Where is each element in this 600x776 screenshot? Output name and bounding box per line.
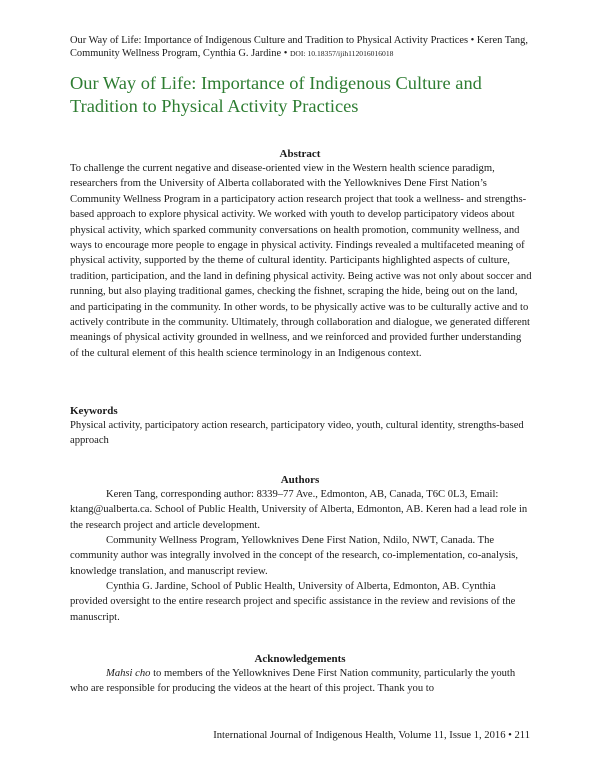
doi-label: DOI: 10.18357/ijih112016016018 — [289, 49, 394, 58]
running-head-text: Our Way of Life: Importance of Indigenous Culture and Tradition to Physical Activity Practices • Keren Tang, Community Wellness Program, Cynthia G. Jardine • — [70, 35, 528, 59]
author-paragraph-1: Keren Tang, corresponding author: 8339–77 Ave., Edmonton, AB, Canada, T6C 0L3, Email: ktang@ualberta.ca. School of Public Health, University of Alberta, Edmonton, AB. Keren had a lead role in the research project and article development. — [70, 489, 528, 531]
keywords-heading: Keywords — [70, 405, 118, 417]
acknowledgements-text — [70, 666, 532, 697]
abstract-heading: Abstract — [279, 148, 321, 160]
acknowledgements-italic-lead: Mahsi cho — [106, 668, 151, 679]
author-paragraph-2: Community Wellness Program, Yellowknives Dene First Nation, Ndilo, NWT, Canada. The community author was integrally involved in the concept of the research, co-implementation, co-analysis, knowledge translation, and manuscript review. — [70, 535, 519, 577]
acknowledgements-body: to members of the Yellowknives Dene First Nation community, particularly the youth who are responsible for producing the videos at the heart of this project. Thank you to — [70, 668, 516, 695]
page-footer: International Journal of Indigenous Health, Volume 11, Issue 1, 2016 • 211 — [213, 730, 530, 741]
running-head — [70, 34, 540, 60]
keywords-text: Physical activity, participatory action research, participatory video, youth, cultural identity, strengths-based approach — [70, 420, 524, 447]
author-paragraph-3: Cynthia G. Jardine, School of Public Health, University of Alberta, Edmonton, AB. Cynthia provided oversight to the entire research project and specific assistance in the review and revisions of the manuscript. — [70, 581, 516, 623]
authors-heading: Authors — [280, 474, 320, 486]
acknowledgements-heading: Acknowledgements — [254, 653, 346, 665]
article-title: Our Way of Life: Importance of Indigenous Culture and Tradition to Physical Activity Practices — [70, 73, 482, 116]
abstract-text: To challenge the current negative and disease-oriented view in the Western health science paradigm, researchers from the University of Alberta collaborated with the Yellowknives Dene First Nation’s Community Wellness Program in a participatory action research project that took a wellness- and strengths-based approach to explore physical activity. We worked with youth to develop participatory videos about physical activity, which sparked community conversations on health promotion, community wellness, and ways to encourage more people to engage in physical activity. Findings revealed a multifaceted meaning of physical activity, supported by the theme of cultural identity. Participants highlighted aspects of culture, tradition, participation, and the land in defining physical activity. Being active was not only about soccer and running, but also playing traditional games, checking the fishnet, scraping the hide, being out on the land, and participating in the community. In other words, to be physically active was to be culturally active and to actively contribute in the community. Ultimately, through collaboration and dialogue, we generated different meanings of physical activity grounded in wellness, and we reinforced and provided further understanding of the cultural element of this health science terminology in an Indigenous context. — [70, 163, 532, 359]
